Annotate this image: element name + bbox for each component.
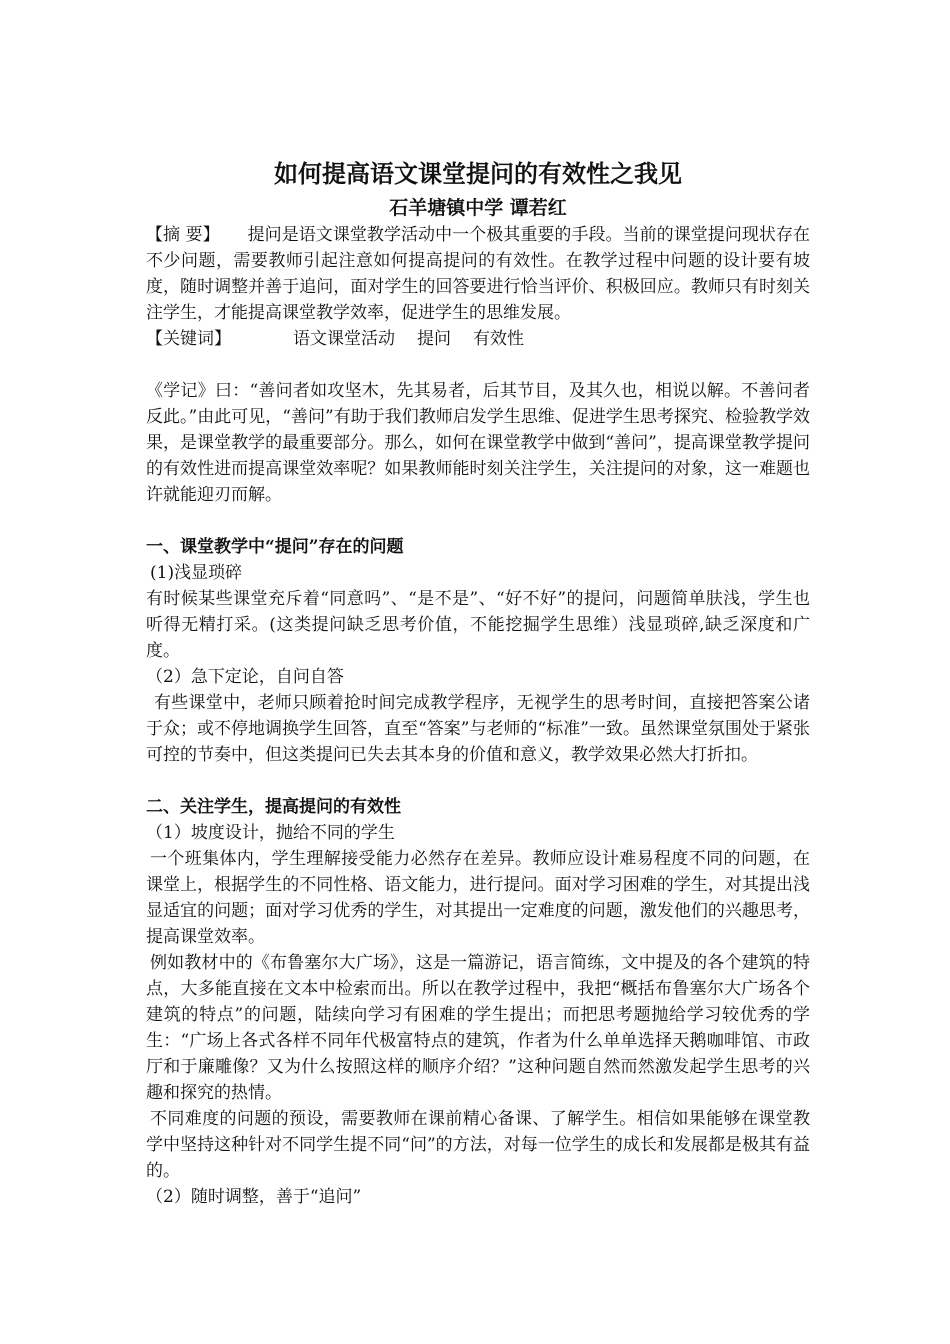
body-paragraph: 有些课堂中，老师只顾着抢时间完成教学程序，无视学生的思考时间，直接把答案公诸于众；或不停地调换学生回答，直至“答案”与老师的“标准”一致。虽然课堂氛围处于紧张可控的节奏中，但这类提问已失去其本身的价值和意义，教学效果必然大打折扣。 (146, 693, 810, 765)
body-paragraph: 一个班集体内，学生理解接受能力必然存在差异。教师应设计难易程度不同的问题，在课堂上，根据学生的不同性格、语文能力，进行提问。面对学习困难的学生，对其提出浅显适宜的问题；面对学习优秀的学生，对其提出一定难度的问题，激发他们的兴趣思考，提高课堂效率。 (146, 849, 810, 947)
author-line: 石羊塘镇中学 谭若红 (389, 197, 567, 219)
section-heading-2: 二、关注学生，提高提问的有效性 (146, 797, 401, 817)
abstract-label: 【摘 要】 (146, 225, 220, 245)
spacer (146, 352, 810, 378)
subheading: （2）随时调整，善于“追问” (146, 1187, 362, 1207)
body-paragraph: 不同难度的问题的预设，需要教师在课前精心备课、了解学生。相信如果能够在课堂教学中坚持这种针对不同学生提不同“问”的方法，对每一位学生的成长和发展都是极其有益的。 (146, 1109, 810, 1181)
section-heading-1: 一、课堂教学中“提问”存在的问题 (146, 537, 404, 557)
spacer (146, 768, 810, 794)
keywords (146, 326, 810, 352)
keywords-label: 【关键词】 (146, 329, 231, 349)
abstract (146, 222, 810, 326)
subheading: (1)浅显琐碎 (150, 563, 243, 583)
body-paragraph: 例如教材中的《布鲁塞尔大广场》，这是一篇游记，语言简练，文中提及的各个建筑的特点，大多能直接在文本中检索而出。所以在教学过程中，我把“概括布鲁塞尔大广场各个建筑的特点”的问题，陆续向学习有困难的学生提出；而把思考题抛给学习较优秀的学生：“广场上各式各样不同年代极富特点的建筑，作者为什么单单选择天鹅咖啡馆、市政厅和于廉雕像？又为什么按照这样的顺序介绍？”这种问题自然而然激发起学生思考的兴趣和探究的热情。 (146, 953, 810, 1103)
body-paragraph: 有时候某些课堂充斥着“同意吗”、“是不是”、“好不好”的提问，问题简单肤浅，学生也听得无精打采。(这类提问缺乏思考价值，不能挖掘学生思维）浅显琐碎,缺乏深度和广度。 (146, 589, 810, 661)
document-page (146, 156, 810, 1210)
abstract-text: 提问是语文课堂教学活动中一个极其重要的手段。当前的课堂提问现状存在不少问题，需要教师引起注意如何提高提问的有效性。在教学过程中问题的设计要有坡度，随时调整并善于追问，面对学生的回答要进行恰当评价、积极回应。教师只有时刻关注学生，才能提高课堂教学效率，促进学生的思维发展。 (146, 225, 811, 323)
spacer (146, 508, 810, 534)
keyword-item: 有效性 (473, 329, 524, 349)
subheading: （2）急下定论，自问自答 (146, 667, 344, 687)
subheading: （1）坡度设计，抛给不同的学生 (146, 823, 395, 843)
keyword-item: 提问 (417, 329, 451, 349)
document-title: 如何提高语文课堂提问的有效性之我见 (274, 159, 682, 188)
keyword-item: 语文课堂活动 (293, 329, 395, 349)
intro-paragraph: 《学记》曰：“善问者如攻坚木，先其易者，后其节目，及其久也，相说以解。不善问者反此。”由此可见，“善问”有助于我们教师启发学生思维、促进学生思考探究、检验教学效果，是课堂教学的最重要部分。那么，如何在课堂教学中做到“善问”，提高课堂教学提问的有效性进而提高课堂效率呢？如果教师能时刻关注学生，关注提问的对象，这一难题也许就能迎刃而解。 (146, 381, 810, 505)
